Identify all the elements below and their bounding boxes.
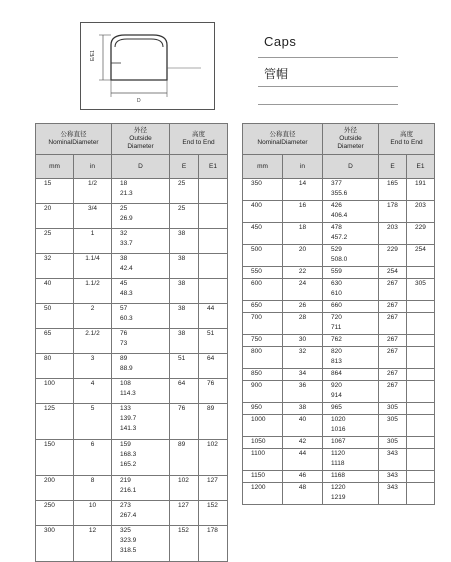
cell-e: 203 <box>379 223 407 245</box>
header-nominal: 公称直径 NominalDiameter <box>36 124 112 155</box>
cell-d <box>323 449 379 471</box>
cell-mm: 150 <box>36 440 74 476</box>
cell-d <box>112 354 170 379</box>
cell-in: 46 <box>283 471 323 483</box>
table-row <box>243 335 435 347</box>
outside-diameter-value: 141.3 <box>120 425 137 432</box>
cell-in: 34 <box>283 369 323 381</box>
outside-diameter-value: 33.7 <box>120 240 133 247</box>
cell-mm: 80 <box>36 354 74 379</box>
cell-in: 1.1/2 <box>74 279 112 304</box>
cell-mm: 450 <box>243 223 283 245</box>
cell-mm: 800 <box>243 347 283 369</box>
cell-mm: 250 <box>36 501 74 526</box>
outside-diameter-value: 168.3 <box>120 451 137 458</box>
table-row <box>36 440 228 476</box>
outside-diameter-value: 216.1 <box>120 487 137 494</box>
cell-e1 <box>407 301 435 313</box>
cell-d <box>323 369 379 381</box>
subheader-e1: E1 <box>199 155 228 179</box>
subheader-e1: E1 <box>407 155 435 179</box>
cell-e1 <box>407 267 435 279</box>
cell-in: 2.1/2 <box>74 329 112 354</box>
cell-e: 343 <box>379 449 407 471</box>
cell-mm: 1050 <box>243 437 283 449</box>
outside-diameter-value: 864 <box>331 370 342 377</box>
cell-in: 3/4 <box>74 204 112 229</box>
cell-in: 38 <box>283 403 323 415</box>
drawing-diameter-label: D <box>137 98 141 104</box>
table-row <box>36 404 228 440</box>
cell-d <box>112 404 170 440</box>
cell-e1 <box>407 381 435 403</box>
outside-diameter-value: 1016 <box>331 426 346 433</box>
cell-e1: 191 <box>407 179 435 201</box>
header-nominal: 公称直径 NominalDiameter <box>243 124 323 155</box>
outside-diameter-value: 108 <box>120 380 131 387</box>
table-row <box>36 279 228 304</box>
cell-mm: 500 <box>243 245 283 267</box>
cell-e: 51 <box>170 354 199 379</box>
cell-e: 64 <box>170 379 199 404</box>
cell-mm: 600 <box>243 279 283 301</box>
cell-e: 267 <box>379 369 407 381</box>
cell-e: 305 <box>379 415 407 437</box>
cell-e: 76 <box>170 404 199 440</box>
outside-diameter-value: 920 <box>331 382 342 389</box>
cell-d <box>323 223 379 245</box>
cell-d <box>323 245 379 267</box>
title-divider <box>258 57 398 58</box>
cell-mm: 65 <box>36 329 74 354</box>
cell-d <box>323 313 379 335</box>
cell-d <box>112 204 170 229</box>
outside-diameter-value: 38 <box>120 255 128 262</box>
cell-d <box>112 476 170 501</box>
cell-mm: 900 <box>243 381 283 403</box>
cell-e: 267 <box>379 381 407 403</box>
cell-e1 <box>407 369 435 381</box>
outside-diameter-value: 355.6 <box>331 190 348 197</box>
table-row <box>243 449 435 471</box>
subheader-in: in <box>283 155 323 179</box>
cell-e1 <box>407 437 435 449</box>
outside-diameter-value: 1020 <box>331 416 346 423</box>
cell-mm: 550 <box>243 267 283 279</box>
cell-in: 1.1/4 <box>74 254 112 279</box>
cell-d <box>323 381 379 403</box>
cell-mm: 15 <box>36 179 74 204</box>
cell-e1 <box>407 335 435 347</box>
cell-in: 20 <box>283 245 323 267</box>
cell-e: 305 <box>379 437 407 449</box>
cell-e1 <box>407 347 435 369</box>
cell-e1: 178 <box>199 526 228 562</box>
title-divider <box>258 104 398 105</box>
outside-diameter-value: 159 <box>120 441 131 448</box>
cell-e1: 203 <box>407 201 435 223</box>
cell-in: 32 <box>283 347 323 369</box>
cell-e: 343 <box>379 471 407 483</box>
subheader-d: D <box>112 155 170 179</box>
subheader-d: D <box>323 155 379 179</box>
table-row <box>36 476 228 501</box>
cell-e: 152 <box>170 526 199 562</box>
header-outside: 外径 Outside Diameter <box>323 124 379 155</box>
outside-diameter-value: 720 <box>331 314 342 321</box>
cell-mm: 350 <box>243 179 283 201</box>
cell-d <box>112 329 170 354</box>
cell-e1 <box>199 279 228 304</box>
cell-mm: 1150 <box>243 471 283 483</box>
table-row <box>36 204 228 229</box>
cell-mm: 200 <box>36 476 74 501</box>
cell-mm: 1200 <box>243 483 283 505</box>
table-row <box>243 415 435 437</box>
table-row <box>243 403 435 415</box>
cell-e: 25 <box>170 204 199 229</box>
outside-diameter-value: 377 <box>331 180 342 187</box>
outside-diameter-value: 762 <box>331 336 342 343</box>
cell-e: 343 <box>379 483 407 505</box>
outside-diameter-value: 1120 <box>331 450 345 457</box>
cell-in: 22 <box>283 267 323 279</box>
cell-e1: 102 <box>199 440 228 476</box>
table-row <box>36 329 228 354</box>
cell-e: 38 <box>170 229 199 254</box>
outside-diameter-value: 89 <box>120 355 128 362</box>
cell-d <box>112 179 170 204</box>
cell-e: 102 <box>170 476 199 501</box>
outside-diameter-value: 133 <box>120 405 131 412</box>
cell-e1 <box>199 204 228 229</box>
cell-e: 38 <box>170 304 199 329</box>
cell-e: 254 <box>379 267 407 279</box>
cell-in: 36 <box>283 381 323 403</box>
cell-in: 18 <box>283 223 323 245</box>
outside-diameter-value: 88.9 <box>120 365 133 372</box>
table-row <box>36 354 228 379</box>
cell-e: 267 <box>379 313 407 335</box>
outside-diameter-value: 711 <box>331 324 342 331</box>
cell-e1 <box>199 229 228 254</box>
outside-diameter-value: 660 <box>331 302 342 309</box>
outside-diameter-value: 318.5 <box>120 547 137 554</box>
cell-in: 28 <box>283 313 323 335</box>
outside-diameter-value: 529 <box>331 246 342 253</box>
table-row <box>243 201 435 223</box>
title-caps-zh: 管帽 <box>264 67 289 81</box>
drawing-height-label: E/E1 <box>90 50 96 61</box>
cell-d <box>323 483 379 505</box>
cell-e1 <box>407 313 435 335</box>
cell-in: 48 <box>283 483 323 505</box>
table-row <box>36 379 228 404</box>
cell-mm: 1000 <box>243 415 283 437</box>
table-row <box>243 267 435 279</box>
cell-e1 <box>407 415 435 437</box>
outside-diameter-value: 559 <box>331 268 342 275</box>
cell-d <box>112 501 170 526</box>
table-row <box>243 483 435 505</box>
table-row <box>243 223 435 245</box>
cell-d <box>323 415 379 437</box>
cell-e1: 44 <box>199 304 228 329</box>
cell-e: 127 <box>170 501 199 526</box>
table-row <box>36 179 228 204</box>
cell-e1 <box>407 471 435 483</box>
cell-e1: 152 <box>199 501 228 526</box>
dimension-table-left <box>35 123 228 562</box>
table-row <box>243 179 435 201</box>
cell-d <box>112 279 170 304</box>
cell-e1: 89 <box>199 404 228 440</box>
outside-diameter-value: 18 <box>120 180 128 187</box>
cell-e1 <box>407 403 435 415</box>
subheader-in: in <box>74 155 112 179</box>
outside-diameter-value: 114.3 <box>120 390 136 397</box>
cell-e1: 229 <box>407 223 435 245</box>
outside-diameter-value: 42.4 <box>120 265 133 272</box>
cell-in: 30 <box>283 335 323 347</box>
dimension-table-right <box>242 123 435 505</box>
outside-diameter-value: 219 <box>120 477 131 484</box>
cell-d <box>112 254 170 279</box>
cell-e: 178 <box>379 201 407 223</box>
cell-mm: 750 <box>243 335 283 347</box>
table-row <box>243 347 435 369</box>
cell-in: 44 <box>283 449 323 471</box>
cell-e1 <box>199 179 228 204</box>
header-outside: 外径 Outside Diameter <box>112 124 170 155</box>
cell-e1: 76 <box>199 379 228 404</box>
cell-e1: 254 <box>407 245 435 267</box>
table-row <box>36 304 228 329</box>
cell-d <box>323 347 379 369</box>
cell-mm: 50 <box>36 304 74 329</box>
cell-e1: 127 <box>199 476 228 501</box>
cell-d <box>112 229 170 254</box>
cell-in: 42 <box>283 437 323 449</box>
outside-diameter-value: 323.9 <box>120 537 137 544</box>
outside-diameter-value: 57 <box>120 305 128 312</box>
cell-d <box>323 335 379 347</box>
cell-in: 8 <box>74 476 112 501</box>
cell-mm: 20 <box>36 204 74 229</box>
cell-e1 <box>407 483 435 505</box>
cell-in: 26 <box>283 301 323 313</box>
cell-in: 16 <box>283 201 323 223</box>
outside-diameter-value: 820 <box>331 348 342 355</box>
cell-in: 14 <box>283 179 323 201</box>
cell-d <box>112 526 170 562</box>
outside-diameter-value: 32 <box>120 230 128 237</box>
outside-diameter-value: 25 <box>120 205 128 212</box>
table-row <box>243 437 435 449</box>
cell-d <box>323 201 379 223</box>
table-row <box>243 245 435 267</box>
cell-mm: 400 <box>243 201 283 223</box>
cell-e: 267 <box>379 335 407 347</box>
table-row <box>36 254 228 279</box>
cell-d <box>323 437 379 449</box>
outside-diameter-value: 508.0 <box>331 256 348 263</box>
cell-in: 24 <box>283 279 323 301</box>
outside-diameter-value: 426 <box>331 202 342 209</box>
outside-diameter-value: 1067 <box>331 438 346 445</box>
cell-e: 165 <box>379 179 407 201</box>
outside-diameter-value: 406.4 <box>331 212 348 219</box>
title-divider <box>258 86 398 87</box>
cell-mm: 40 <box>36 279 74 304</box>
table-row <box>243 279 435 301</box>
cell-in: 4 <box>74 379 112 404</box>
outside-diameter-value: 26.9 <box>120 215 133 222</box>
cell-mm: 32 <box>36 254 74 279</box>
outside-diameter-value: 1220 <box>331 484 346 491</box>
cell-d <box>323 301 379 313</box>
cell-e: 305 <box>379 403 407 415</box>
table-row <box>243 301 435 313</box>
outside-diameter-value: 914 <box>331 392 342 399</box>
cell-in: 40 <box>283 415 323 437</box>
cell-d <box>323 267 379 279</box>
cell-d <box>323 403 379 415</box>
cell-e: 25 <box>170 179 199 204</box>
outside-diameter-value: 48.3 <box>120 290 133 297</box>
cell-e1 <box>199 254 228 279</box>
cell-d <box>323 471 379 483</box>
outside-diameter-value: 76 <box>120 330 128 337</box>
outside-diameter-value: 630 <box>331 280 342 287</box>
outside-diameter-value: 610 <box>331 290 342 297</box>
cell-in: 3 <box>74 354 112 379</box>
cell-e1: 51 <box>199 329 228 354</box>
outside-diameter-value: 325 <box>120 527 131 534</box>
outside-diameter-value: 139.7 <box>120 415 137 422</box>
cell-e1: 64 <box>199 354 228 379</box>
cell-in: 5 <box>74 404 112 440</box>
outside-diameter-value: 478 <box>331 224 342 231</box>
cell-in: 10 <box>74 501 112 526</box>
cell-mm: 25 <box>36 229 74 254</box>
title-caps: Caps <box>264 34 297 49</box>
cell-d <box>112 440 170 476</box>
outside-diameter-value: 60.3 <box>120 315 133 322</box>
cell-e: 38 <box>170 254 199 279</box>
cell-in: 1 <box>74 229 112 254</box>
cell-mm: 300 <box>36 526 74 562</box>
outside-diameter-value: 73 <box>120 340 128 347</box>
outside-diameter-value: 267.4 <box>120 512 137 519</box>
cell-mm: 100 <box>36 379 74 404</box>
outside-diameter-value: 1118 <box>331 460 345 467</box>
cell-e1: 305 <box>407 279 435 301</box>
header-height: 高度 End to End <box>379 124 435 155</box>
table-row <box>243 381 435 403</box>
outside-diameter-value: 273 <box>120 502 131 509</box>
outside-diameter-value: 1168 <box>331 472 345 479</box>
cell-in: 1/2 <box>74 179 112 204</box>
table-row <box>36 229 228 254</box>
outside-diameter-value: 1219 <box>331 494 346 501</box>
table-row <box>36 526 228 562</box>
table-row <box>243 471 435 483</box>
cell-e: 89 <box>170 440 199 476</box>
cell-e: 38 <box>170 279 199 304</box>
outside-diameter-value: 45 <box>120 280 128 287</box>
cell-mm: 950 <box>243 403 283 415</box>
outside-diameter-value: 457.2 <box>331 234 348 241</box>
table-row <box>243 369 435 381</box>
cell-in: 12 <box>74 526 112 562</box>
subheader-mm: mm <box>243 155 283 179</box>
subheader-e: E <box>379 155 407 179</box>
cell-d <box>112 379 170 404</box>
cell-mm: 850 <box>243 369 283 381</box>
cell-mm: 1100 <box>243 449 283 471</box>
outside-diameter-value: 813 <box>331 358 342 365</box>
outside-diameter-value: 21.3 <box>120 190 133 197</box>
cell-e: 267 <box>379 301 407 313</box>
outside-diameter-value: 965 <box>331 404 342 411</box>
cell-e: 38 <box>170 329 199 354</box>
cell-d <box>323 279 379 301</box>
cell-e1 <box>407 449 435 471</box>
cell-e: 267 <box>379 347 407 369</box>
subheader-mm: mm <box>36 155 74 179</box>
header-height: 高度 End to End <box>170 124 228 155</box>
cell-e: 229 <box>379 245 407 267</box>
cell-mm: 650 <box>243 301 283 313</box>
cell-in: 2 <box>74 304 112 329</box>
table-row <box>243 313 435 335</box>
cell-mm: 125 <box>36 404 74 440</box>
cell-d <box>323 179 379 201</box>
cell-d <box>112 304 170 329</box>
table-row <box>36 501 228 526</box>
cell-mm: 700 <box>243 313 283 335</box>
cell-in: 6 <box>74 440 112 476</box>
cell-e: 267 <box>379 279 407 301</box>
cap-drawing <box>80 22 215 110</box>
outside-diameter-value: 165.2 <box>120 461 137 468</box>
subheader-e: E <box>170 155 199 179</box>
